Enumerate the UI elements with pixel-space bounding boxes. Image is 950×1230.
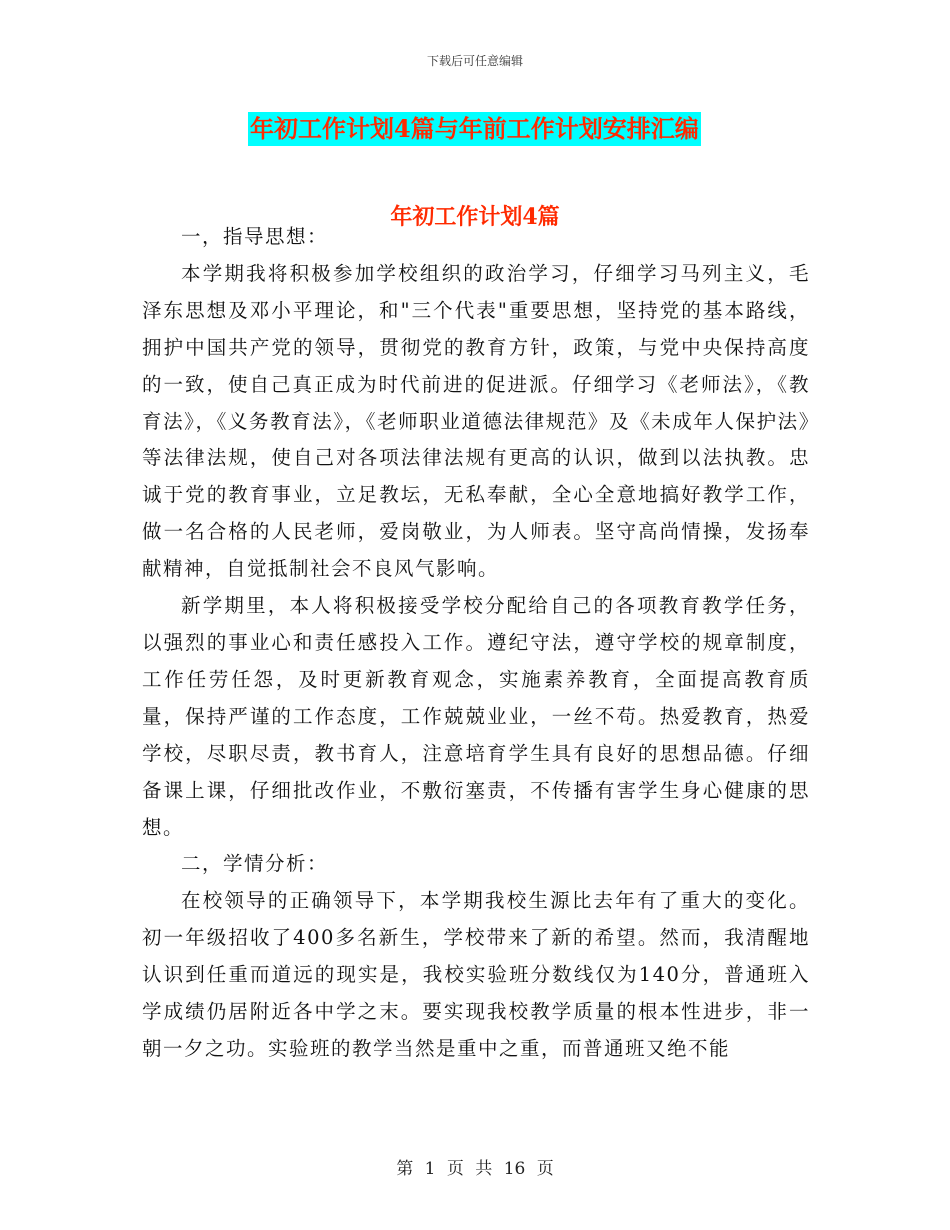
section-heading-guiding-ideology: 一，指导思想：: [181, 225, 329, 248]
document-body: [142, 219, 810, 1068]
paragraph: 本学期我将积极参加学校组织的政治学习，仔细学习马列主义，毛泽东思想及邓小平理论，和"三个代表"重要思想，坚持党的基本路线，拥护中国共产党的领导，贯彻党的教育方针，政策，与党中央保持高度的一致，使自己真正成为时代前进的促进派。仔细学习《老师法》，《教育法》，《义务教育法》，《老师职业道德法律规范》及《未成年人保护法》等法律法规，使自己对各项法律法规有更高的认识，做到以法执教。忠诚于党的教育事业，立足教坛，无私奉献，全心全意地搞好教学工作，做一名合格的人民老师，爱岗敬业，为人师表。坚守高尚情操，发扬奉献精神，自觉抵制社会不良风气影响。: [142, 261, 810, 581]
document-title: 年初工作计划4篇与年前工作计划安排汇编: [248, 112, 701, 146]
paragraph: 新学期里，本人将积极接受学校分配给自己的各项教育教学任务，以强烈的事业心和责任感投入工作。遵纪守法，遵守学校的规章制度，工作任劳任怨，及时更新教育观念，实施素养教育，全面提高教育质量，保持严谨的工作态度，工作兢兢业业，一丝不苟。热爱教育，热爱学校，尽职尽责，教书育人，注意培育学生具有良好的思想品德。仔细备课上课，仔细批改作业，不敷衍塞责，不传播有害学生身心健康的思想。: [142, 594, 810, 839]
header-note: 下载后可任意编辑: [426, 54, 523, 68]
page-number-footer: 第 1 页 共 16 页: [396, 1159, 554, 1179]
paragraph: 在校领导的正确领导下，本学期我校生源比去年有了重大的变化。初一年级招收了400多名新生，学校带来了新的希望。然而，我清醒地认识到任重而道远的现实是，我校实验班分数线仅为140分，普通班入学成绩仍居附近各中学之末。要实现我校教学质量的根本性进步，非一朝一夕之功。实验班的教学当然是重中之重，而普通班又绝不能: [142, 889, 810, 1060]
section-heading-student-analysis: 二，学情分析：: [181, 852, 329, 876]
document-subtitle: 年初工作计划4篇: [390, 204, 560, 230]
